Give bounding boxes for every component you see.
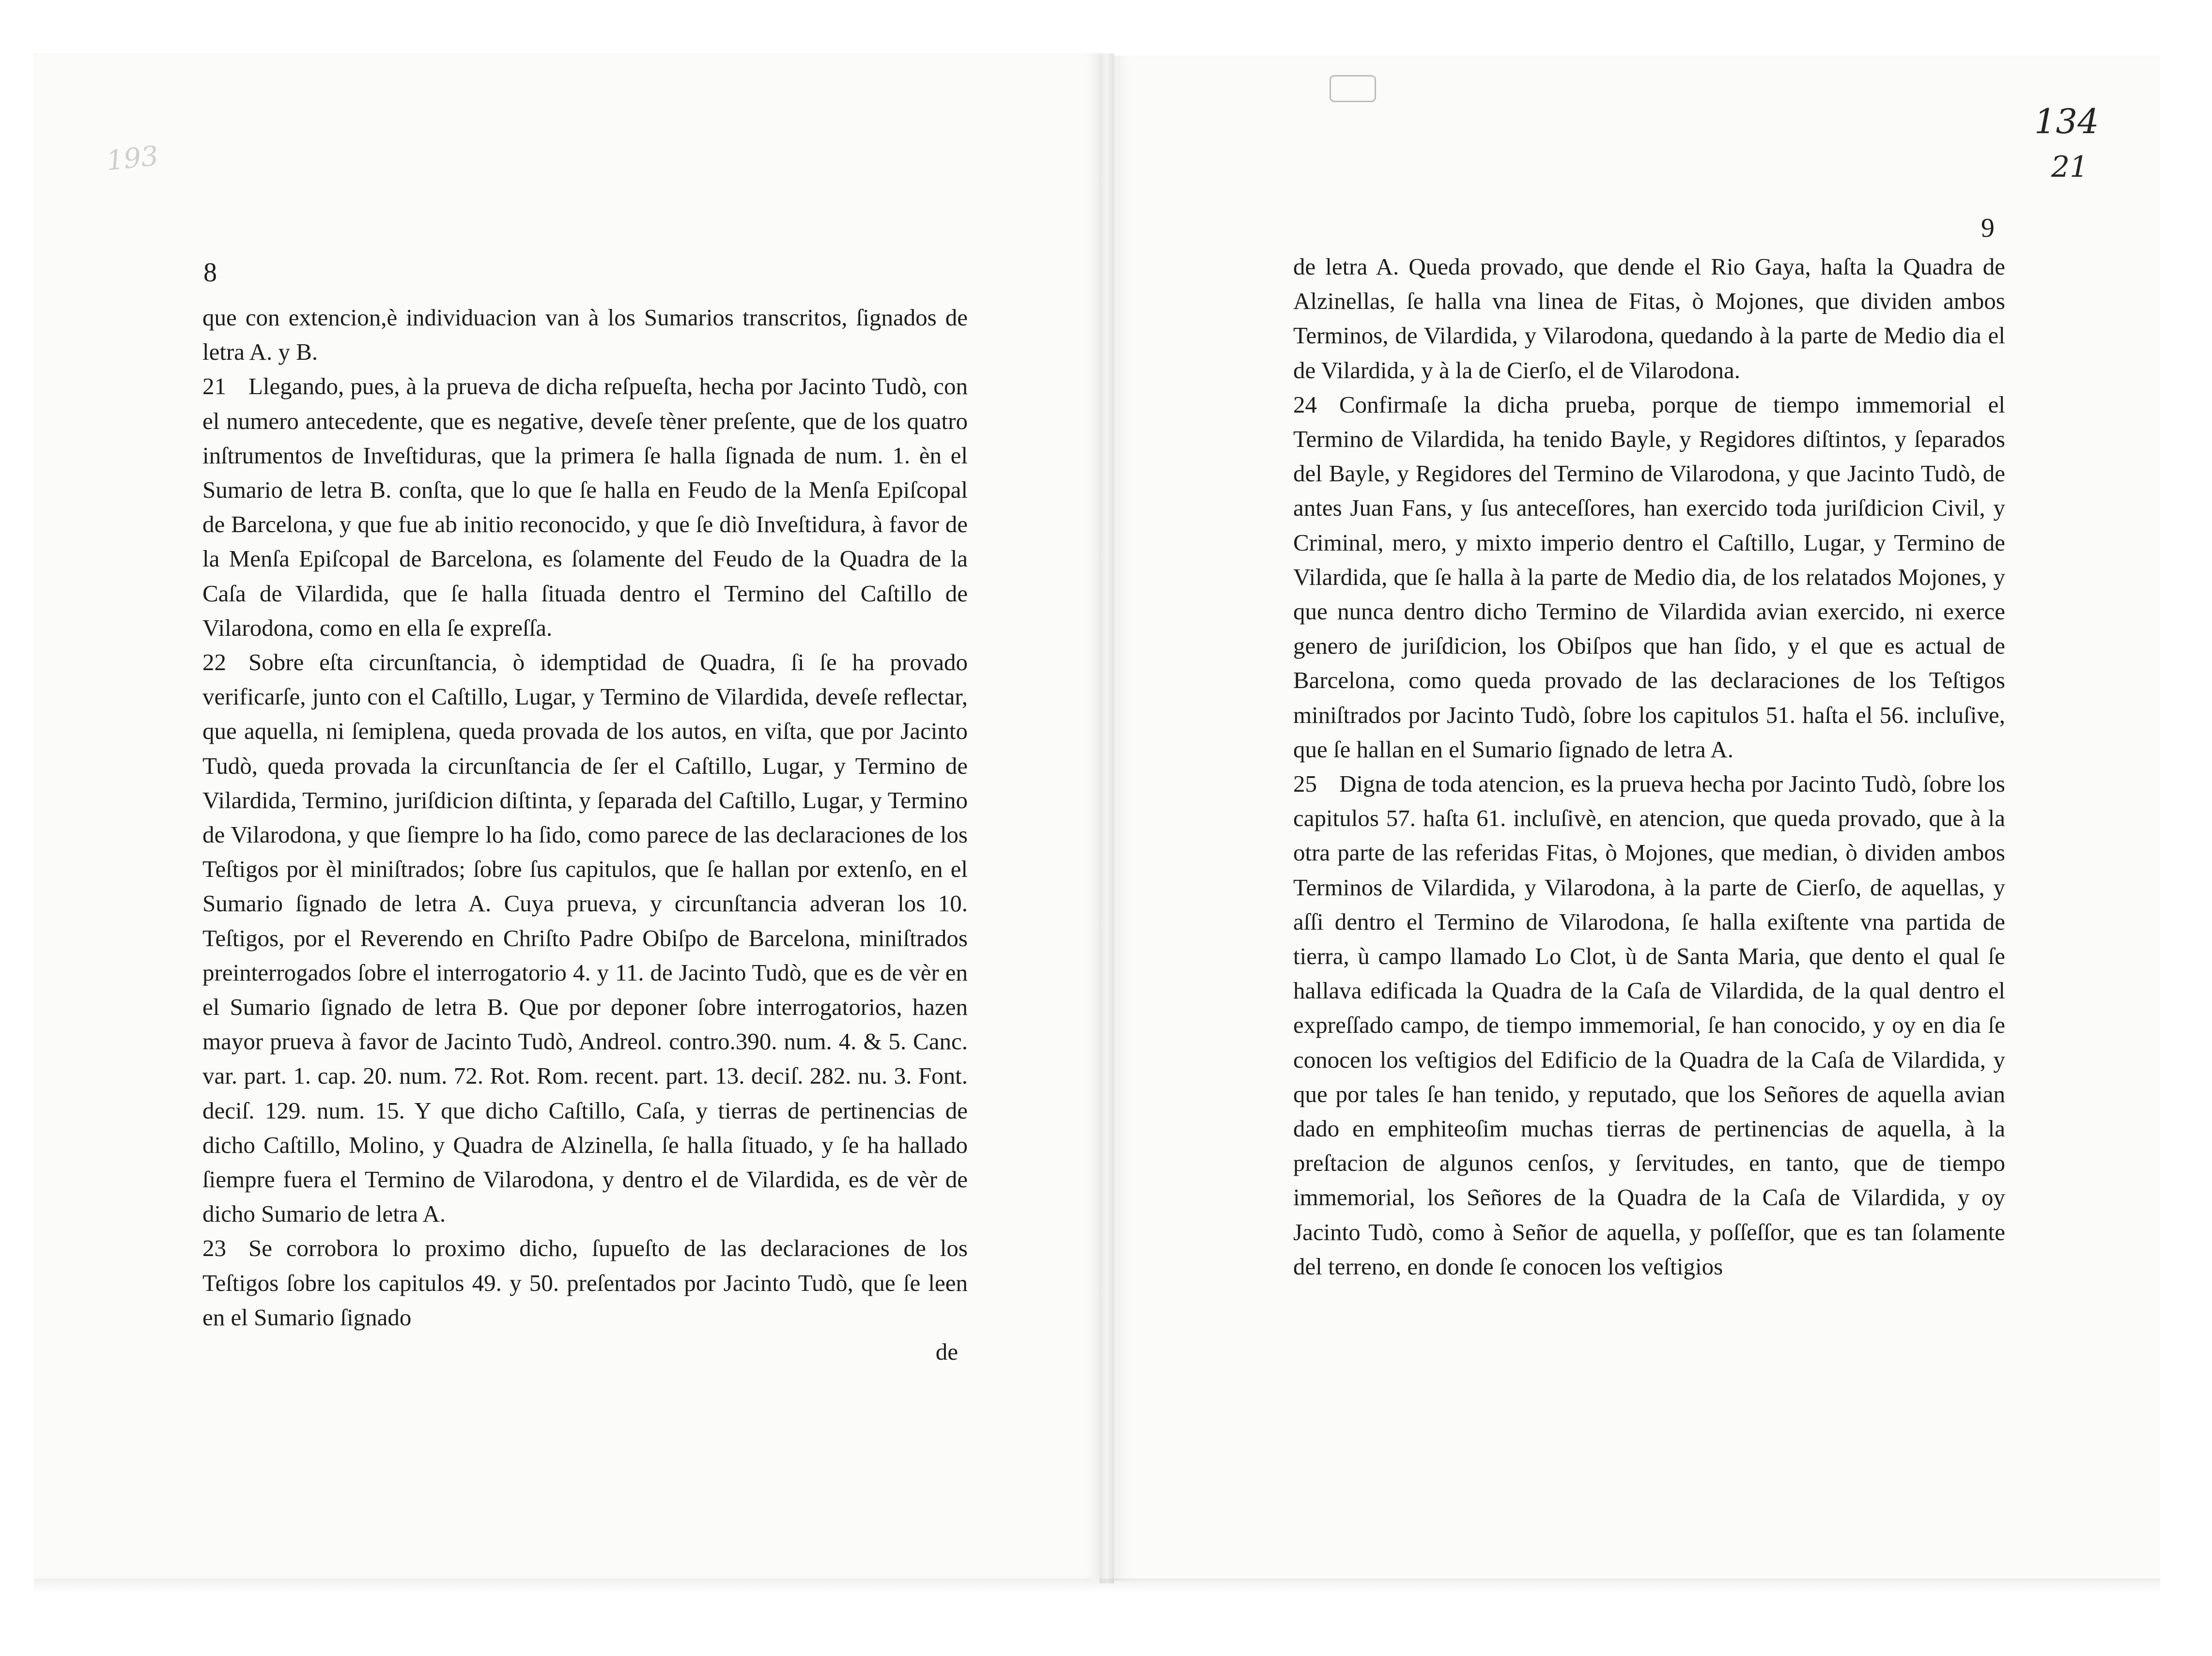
page-number: 8 [203,258,217,288]
folio-number: 134 [2034,102,2099,141]
paragraph-text: Digna de toda atencion, es la prueva hecha por Jacinto Tudò, ſobre los capitulos 57. haſta 61. incluſivè, en atencion, que queda provado, que à la otra parte de las referidas Fitas, ò Mojones, que median, ò dividen ambos Terminos de Vilardida, y Vilarodona, à la parte de Cierſo, de aquellas, y aſſi dentro el Termino de Vilarodona, ſe halla exiſtente vna partida de tierra, ù campo llamado Lo Clot, ù de Santa Maria, que dento el qual ſe hallava edificada la Quadra de la Caſa de Vilardida, de la qual dentro el expreſſado campo, de tiempo immemorial, ſe han conocido, y oy en dia ſe conocen los veſtigios del Edificio de la Quadra de la Caſa de Vilardida, y que por tales ſe han tenido, y reputado, que los Señores de aquella avian dado en emphiteoſim muchas tierras de pertinencias de aquella, à la preſtacion de algunos cenſos, y ſervitudes, en tanto, que de tiempo immemorial, los Señores de la Quadra de la Caſa de Vilardida, y oy Jacinto Tudò, como à Señor de aquella, y poſſeſſor, que es tan ſolamente del terreno, en donde ſe conocen los veſtigios [1293,770,2005,1280]
paragraph-number: 22 [202,649,226,676]
left-text-block [202,300,968,1369]
paragraph [202,645,968,1231]
paragraph [1293,387,2005,767]
right-page [1114,56,2160,1581]
page-bottom-shadow [34,1579,2160,1593]
paragraph-text: Se corrobora lo proximo dicho, ſupueſto de las declaraciones de los Teſtigos ſobre los capitulos 49. y 50. preſentados por Jacinto Tudò, que ſe leen en el Sumario ſignado [202,1235,968,1331]
paragraph-number: 24 [1293,391,1317,418]
paragraph-continuation [1293,249,2005,387]
paragraph-number: 23 [202,1235,226,1262]
paragraph [1293,767,2005,1284]
paragraph-text: Llegando, pues, à la prueva de dicha reſpueſta, hecha por Jacinto Tudò, con el numero antecedente, que es negative, deveſe tèner preſente, que de los quatro inſtrumentos de Inveſtiduras, que la primera ſe halla ſignada de num. 1. èn el Sumario de letra B. conſta, que lo que ſe halla en Feudo de la Menſa Epiſcopal de Barcelona, y que fue ab initio reconocido, y que ſe diò Inveſtidura, à favor de la Menſa Epiſcopal de Barcelona, es ſolamente del Feudo de la Quadra de la Caſa de Vilardida, que ſe halla ſituada dentro el Termino del Caſtillo de Vilarodona, como en ella ſe expreſſa. [202,373,968,641]
paragraph-text: Confirmaſe la dicha prueba, porque de tiempo immemorial el Termino de Vilardida, ha tenido Bayle, y Regidores diſtintos, y ſeparados del Bayle, y Regidores del Termino de Vilarodona, y que Jacinto Tudò, de antes Juan Fans, y ſus anteceſſores, han exercido toda juriſdicion Civil, y Criminal, mero, y mixto imperio dentro el Caſtillo, Lugar, y Termino de Vilardida, que ſe halla à la parte de Medio dia, de los relatados Mojones, y que nunca dentro dicho Termino de Vilardida avian exercido, ni exerce genero de juriſdicion, los Obiſpos que han ſido, y el que es actual de Barcelona, como queda provado de las declaraciones de los Teſtigos miniſtrados por Jacinto Tudò, ſobre los capitulos 51. haſta el 56. incluſive, que ſe hallan en el Sumario ſignado de letra A. [1293,391,2005,763]
pencil-mark: 193 [105,140,160,177]
paragraph-text: que con extencion,è individuacion van à los Sumarios transcritos, ſignados de letra A. y B. [202,304,968,366]
paragraph-continuation [202,300,968,369]
paragraph-text: Sobre eſta circunſtancia, ò idemptidad de Quadra, ſi ſe ha provado verificarſe, junto con el Caſtillo, Lugar, y Termino de Vilardida, deveſe reflectar, que aquella, ni ſemiplena, queda provada de los autos, en viſta, que por Jacinto Tudò, queda provada la circunſtancia de ſer el Caſtillo, Lugar, y Termino de Vilardida, Termino, juriſdicion diſtinta, y ſeparada del Caſtillo, Lugar, y Termino de Vilarodona, y que ſiempre lo ha ſido, como parece de las declaraciones de los Teſtigos por èl miniſtrados; ſobre ſus capitulos, que ſe hallan por extenſo, en el Sumario ſignado de letra A. Cuya prueva, y circunſtancia adveran los 10. Teſtigos, por el Reverendo en Chriſto Padre Obiſpo de Barcelona, miniſtrados preinterrogados ſobre el interrogatorio 4. y 11. de Jacinto Tudò, que es de vèr en el Sumario ſignado de letra B. Que por deponer ſobre interrogatorios, hazen mayor prueva à favor de Jacinto Tudò, Andreol. contro.390. num. 4. & 5. Canc. var. part. 1. cap. 20. num. 72. Rot. Rom. recent. part. 13. deciſ. 282. nu. 3. Font. deciſ. 129. num. 15. Y que dicho Caſtillo, Caſa, y tierras de pertinencias de dicho Caſtillo, Molino, y Quadra de Alzinella, ſe halla ſituado, y ſe ha hallado ſiempre fuera el Termino de Vilarodona, y dentro el de Vilardida, es de vèr de dicho Sumario de letra A. [202,649,968,1227]
paragraph-number: 25 [1293,770,1317,797]
left-page [34,53,1100,1579]
paragraph [202,1231,968,1334]
right-text-block [1293,249,2005,1284]
paragraph-text: de letra A. Queda provado, que dende el Rio Gaya, haſta la Quadra de Alzinellas, ſe halla vna linea de Fitas, ò Mojones, que dividen ambos Terminos, de Vilardida, y Vilarodona, quedando à la parte de Medio dia el de Vilardida, y à la de Cierſo, el de Vilarodona. [1293,253,2005,383]
paragraph [202,369,968,645]
page-number: 9 [1981,213,1995,243]
paragraph-number: 21 [202,373,226,400]
folio-subnumber: 21 [2051,150,2088,184]
catchword: de [935,1338,958,1365]
stamp-box [1330,75,1376,102]
book-gutter [1099,53,1114,1583]
